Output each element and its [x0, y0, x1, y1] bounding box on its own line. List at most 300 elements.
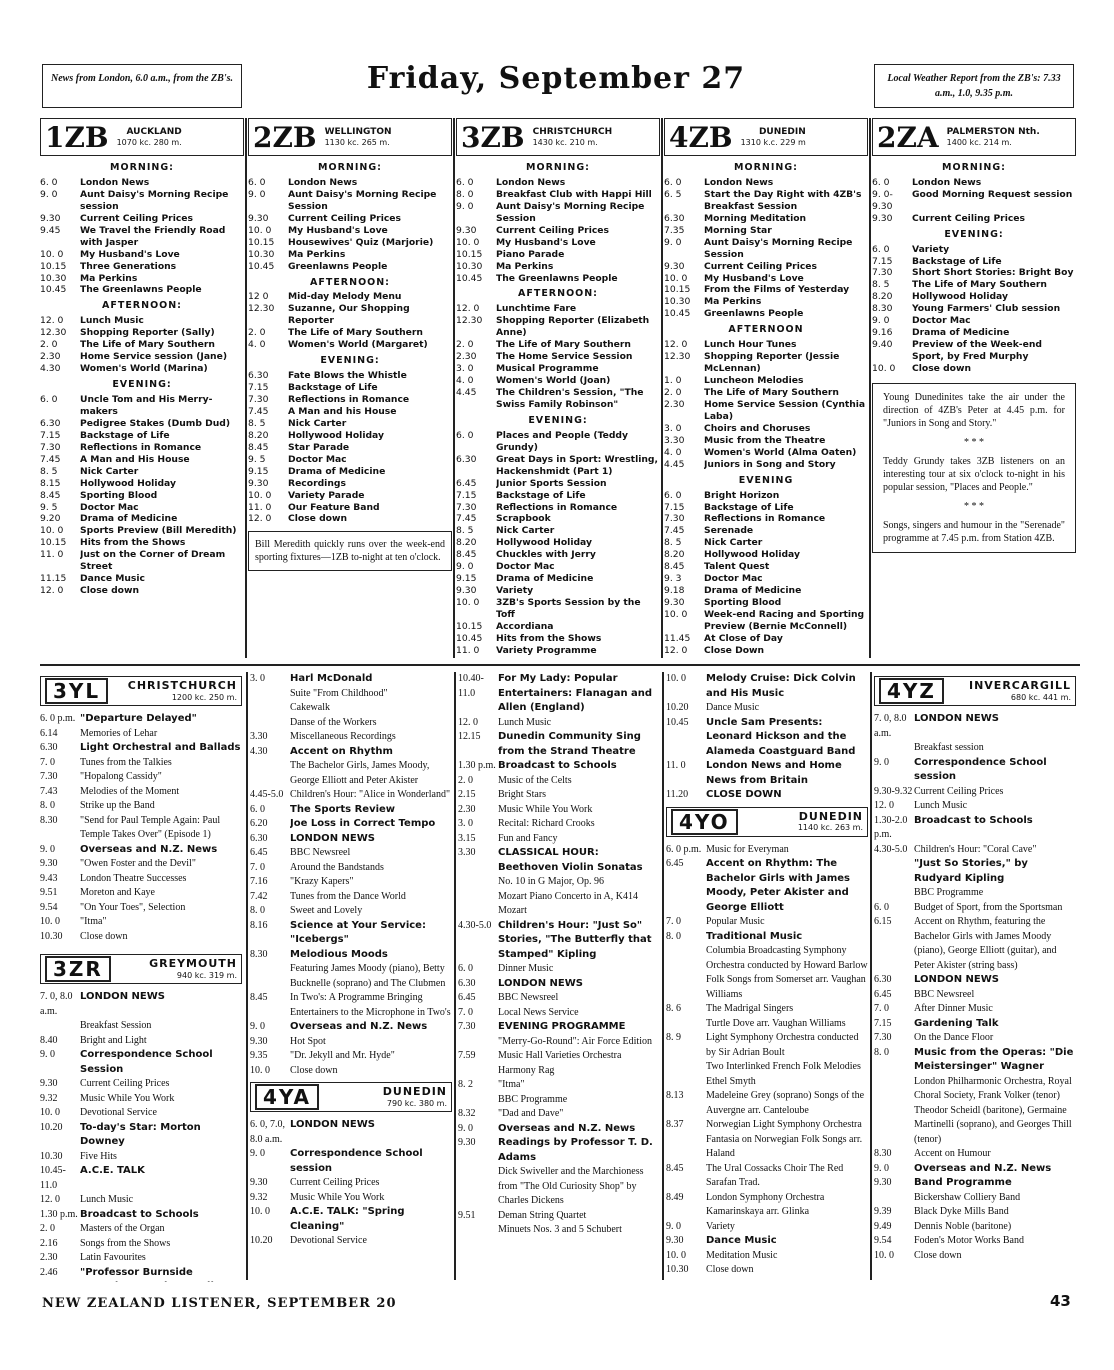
station-call-sign: 4YA: [255, 1084, 319, 1110]
program-title: Musical Programme: [496, 363, 599, 375]
program-time: 8.40: [40, 1034, 58, 1046]
zb-column-3zb: [456, 118, 660, 658]
column-rule: [870, 672, 872, 1280]
program-row: [458, 1107, 660, 1122]
program-time: 6. 0: [664, 176, 682, 188]
station-frequency: 1070 kc. 280 m.: [116, 137, 182, 147]
program-row: [458, 977, 660, 992]
zb-column-1zb: [40, 118, 244, 658]
program-title: "Hopalong Cassidy": [80, 771, 162, 782]
program-row: [250, 759, 452, 788]
program-title: Doctor Mac: [288, 453, 347, 465]
program-title: Doctor Mac: [80, 501, 139, 513]
program-row: [872, 327, 1076, 339]
program-time: 8.30: [874, 1148, 892, 1159]
program-row: [666, 1162, 868, 1191]
station-frequency: 790 kc. 380 m.: [386, 1098, 447, 1108]
program-time: 2. 0: [40, 1223, 55, 1234]
program-title: Lunchtime Fare: [496, 303, 577, 315]
program-time: 6.30: [874, 974, 892, 985]
program-row: [250, 672, 452, 687]
program-time: 1. 0: [664, 375, 682, 387]
program-time: 12. 0: [456, 303, 480, 315]
program-title: Close down: [706, 1264, 754, 1275]
program-row: [40, 502, 244, 514]
station-call-sign: 3ZR: [45, 956, 111, 982]
program-row: [40, 990, 242, 1019]
program-title: Current Ceiling Prices: [496, 224, 610, 236]
program-time: 9.45: [40, 224, 61, 236]
program-time: 4.30-5.0: [874, 843, 908, 855]
program-title: Moreton and Kaye: [80, 887, 155, 898]
program-title: Sporting Blood: [80, 489, 158, 501]
program-title: Reflections in Romance: [80, 441, 202, 453]
program-title: Hits from the Shows: [80, 537, 186, 549]
station-frequency: 1310 k.c. 229 m: [740, 137, 806, 147]
program-time: 3. 0: [458, 818, 473, 829]
program-row: [666, 1089, 868, 1118]
program-time: 9.54: [874, 1235, 892, 1246]
program-time: 10. 0: [40, 916, 60, 927]
program-title: Overseas and N.Z. News: [290, 1021, 428, 1032]
lower-column-2: [250, 672, 452, 1282]
program-time: [666, 1205, 706, 1220]
program-title: Suzanne, Our Shopping Reporter: [288, 303, 410, 327]
column-rule: [245, 118, 247, 658]
program-row: [666, 1263, 868, 1278]
program-row: [872, 339, 1076, 363]
program-row: [456, 177, 660, 189]
program-row: [248, 327, 452, 339]
program-title: A Man and His House: [80, 453, 190, 465]
station-banner: [666, 807, 868, 837]
program-time: [250, 962, 290, 991]
program-title: Music from the Operas: "Die Meistersinger" Wagner: [914, 1046, 1074, 1072]
station-city-block: [383, 1086, 447, 1108]
program-title: Local News Service: [498, 1006, 579, 1018]
program-row: [664, 225, 868, 237]
program-title: Uncle Sam Presents: Leonard Hickson and the Alameda Coastguard Band: [706, 716, 856, 757]
program-title: Close down: [290, 1064, 338, 1076]
program-title: Aunt Daisy's Morning Recipe Session: [704, 236, 853, 260]
program-time: 3.30: [250, 731, 268, 742]
program-time: 7.45: [248, 405, 269, 417]
program-time: 6.30: [40, 417, 61, 429]
program-row: [458, 962, 660, 977]
program-row: [40, 442, 244, 454]
program-title: Harl McDonald: [290, 673, 373, 684]
program-time: 7.15: [874, 1017, 892, 1029]
program-title: Aunt Daisy's Morning Recipe session: [80, 188, 229, 212]
program-title: Recordings: [288, 477, 346, 489]
program-row: [40, 513, 244, 525]
program-title: 3ZB's Sports Session by the Toff: [496, 597, 641, 621]
program-title: The Life of Mary Southern: [912, 279, 1047, 291]
program-row: [874, 857, 1076, 886]
program-time: 12.15: [458, 731, 481, 742]
program-title: Serenade: [704, 525, 754, 537]
program-time: 8. 0: [250, 905, 265, 916]
program-title: "Owen Foster and the Devil": [80, 858, 196, 869]
station-frequency: 1400 kc. 214 m.: [946, 137, 1012, 147]
program-title: Nick Carter: [288, 417, 347, 429]
program-title: Shopping Reporter (Jessie McLennan): [704, 351, 840, 375]
program-title: BBC Programme: [914, 887, 984, 898]
station-call-sign: 2ZB: [253, 120, 317, 154]
program-row: [40, 741, 242, 756]
zb-column-4zb: [664, 118, 868, 658]
station-header: [664, 118, 868, 156]
program-time: 9.20: [40, 513, 61, 525]
station-frequency: 1130 kc. 265 m.: [324, 137, 390, 147]
program-time: 10.15: [248, 236, 275, 248]
program-title: Featuring James Moody (piano), Betty Bucknelle (soprano) and The Clubmen: [290, 963, 446, 989]
program-time: [250, 759, 290, 788]
program-title: Music for Everyman: [706, 843, 789, 855]
program-time: 9.49: [874, 1220, 892, 1232]
program-title: The Ural Cossacks Choir The Red Sarafan Trad.: [706, 1162, 844, 1188]
program-row: [40, 1092, 242, 1107]
program-title: Fun and Fancy: [498, 832, 558, 844]
program-row: [250, 1205, 452, 1234]
program-title: Melodious Moods: [290, 948, 388, 960]
program-time: 7.35: [664, 224, 685, 236]
program-title: Close down: [914, 1249, 962, 1261]
program-title: BBC Newsreel: [914, 988, 975, 1000]
program-time: 9.30: [456, 224, 477, 236]
program-row: [40, 478, 244, 490]
program-time: 10. 0: [664, 272, 688, 284]
program-row: [872, 303, 1076, 315]
program-time: 10.30: [40, 272, 67, 284]
program-row: [40, 1193, 242, 1208]
program-row: [664, 573, 868, 585]
program-row: [458, 817, 660, 832]
program-time: 4.45: [456, 387, 477, 398]
program-title: Accent on Rhythm: The Bachelor Girls with James Moody, Peter Akister and George Elliott: [706, 858, 851, 913]
program-time: 7.15: [872, 255, 893, 267]
program-time: [458, 875, 498, 890]
program-title: LONDON NEWS: [914, 713, 999, 724]
program-row: [872, 279, 1076, 291]
note-paragraph: * * *: [964, 501, 984, 513]
program-row: [250, 687, 452, 702]
program-row: [874, 988, 1076, 1003]
program-row: [40, 284, 244, 296]
program-row: [456, 490, 660, 502]
program-row: [666, 672, 868, 701]
program-time: [874, 1104, 914, 1148]
program-title: Minuets Nos. 3 and 5 Schubert: [498, 1224, 622, 1235]
program-time: 2.30: [40, 351, 61, 363]
program-row: [248, 382, 452, 394]
program-row: [40, 1077, 242, 1092]
program-row: [250, 716, 452, 731]
program-time: [458, 890, 498, 919]
program-row: [456, 261, 660, 273]
program-time: 3. 0: [250, 673, 265, 684]
program-row: [250, 1147, 452, 1176]
program-title: Star Parade: [288, 441, 350, 453]
program-row: [248, 339, 452, 351]
program-title: Recital: Richard Crooks: [498, 818, 595, 829]
program-time: 4. 0: [664, 446, 682, 458]
program-row: [248, 430, 452, 442]
program-time: 10.30: [666, 1264, 689, 1275]
program-time: 8.49: [666, 1191, 684, 1203]
program-title: Aunt Daisy's Morning Recipe Session: [496, 200, 645, 224]
program-time: 7.43: [40, 785, 58, 797]
program-row: [248, 370, 452, 382]
program-row: [874, 741, 1076, 756]
program-time: 10. 0: [872, 363, 896, 375]
section-heading: AFTERNOON:: [310, 276, 390, 288]
program-time: 12. 0: [458, 716, 478, 728]
program-row: [40, 315, 244, 327]
program-time: 9.15: [456, 573, 477, 585]
program-title: From the Films of Yesterday: [704, 284, 850, 296]
program-row: [664, 502, 868, 514]
program-title: Drama of Medicine: [704, 585, 802, 597]
program-row: [40, 273, 244, 285]
program-time: [666, 1133, 706, 1162]
program-title: A.C.E. TALK: [80, 1165, 145, 1176]
program-title: Lunch Music: [498, 716, 552, 728]
program-row: [40, 872, 242, 887]
program-time: 6. 0 p.m.: [666, 843, 702, 855]
program-title: Deman String Quartet: [498, 1209, 587, 1221]
program-row: [458, 1165, 660, 1209]
program-time: 10.20: [40, 1121, 63, 1133]
program-row: [664, 387, 868, 399]
program-time: 10.15: [456, 248, 483, 260]
program-row: [874, 1191, 1076, 1206]
program-time: 10.30: [664, 296, 691, 308]
program-row: [456, 633, 660, 645]
program-title: Nick Carter: [704, 537, 763, 549]
program-time: 9. 0: [664, 236, 682, 248]
program-row: [250, 730, 452, 745]
program-time: 8. 5: [456, 525, 474, 537]
station-city-block: [117, 127, 182, 147]
program-title: The Madrigal Singers: [706, 1003, 794, 1014]
program-time: 9.30: [664, 260, 685, 272]
program-title: Accordiana: [496, 621, 554, 633]
program-time: 8.30: [250, 948, 268, 960]
program-time: [458, 1165, 498, 1209]
program-time: 9. 0-9.30: [872, 188, 893, 212]
section-heading: EVENING:: [528, 414, 588, 426]
program-time: 10.45: [40, 284, 67, 296]
program-row: [874, 756, 1076, 785]
program-row: [874, 1249, 1076, 1264]
program-time: 6. 0, 7.0, 8.0 a.m.: [250, 1119, 285, 1145]
program-title: Drama of Medicine: [912, 327, 1010, 339]
program-title: LONDON NEWS: [290, 832, 375, 844]
station-city-block: [741, 127, 806, 147]
program-title: Variety: [706, 1220, 735, 1232]
program-row: [248, 261, 452, 273]
program-time: 6.30: [456, 453, 477, 465]
program-title: London News: [288, 176, 358, 188]
section-heading: AFTERNOON:: [102, 300, 182, 312]
program-time: 8.45: [248, 441, 269, 453]
program-row: [458, 1049, 660, 1064]
program-title: Kamarinskaya arr. Glinka: [706, 1206, 810, 1217]
program-title: Breakfast session: [914, 742, 984, 753]
program-row: [458, 1020, 660, 1035]
program-time: 8.45: [456, 549, 477, 561]
program-row: [874, 886, 1076, 901]
program-title: Turtle Dove arr. Vaughan Williams: [706, 1017, 846, 1029]
program-title: Chuckles with Jerry: [496, 549, 596, 561]
program-row: [664, 399, 868, 423]
program-row: [456, 597, 660, 621]
program-row: [664, 375, 868, 387]
program-row: [872, 244, 1076, 256]
program-row: [456, 513, 660, 525]
program-time: 7.59: [458, 1050, 476, 1061]
section-heading: AFTERNOON: [728, 324, 804, 336]
program-row: [456, 585, 660, 597]
station-city: CHRISTCHURCH: [127, 679, 237, 693]
program-time: 4.30-5.0: [458, 919, 492, 931]
program-time: 6.30: [40, 742, 58, 753]
program-title: Reflections in Romance: [288, 393, 410, 405]
program-row: [458, 1209, 660, 1224]
program-row: [40, 1251, 242, 1266]
program-title: Doctor Mac: [496, 561, 555, 573]
program-title: Doctor Mac: [704, 573, 763, 585]
program-time: 7. 0, 8.0 a.m.: [874, 713, 907, 739]
program-time: 12. 0: [664, 644, 688, 656]
program-time: 11. 0: [40, 549, 64, 561]
program-title: At Close of Day: [704, 632, 783, 644]
program-time: 9.35: [250, 1050, 268, 1061]
program-title: My Husband's Love: [288, 224, 388, 236]
program-row: [458, 832, 660, 847]
program-title: Traditional Music: [706, 930, 803, 942]
program-title: Lunch Hour Tunes: [704, 339, 797, 351]
program-row: [248, 177, 452, 189]
program-time: 10. 0: [666, 673, 686, 684]
program-time: 4.30: [40, 363, 61, 375]
program-title: Two Interlinked French Folk Melodies Ethel Smyth: [706, 1061, 861, 1087]
program-time: 1.30 p.m.: [40, 1208, 78, 1220]
program-title: London Theatre Successes: [80, 872, 187, 884]
program-time: 8. 5: [40, 465, 58, 477]
program-time: 12.30: [456, 315, 483, 327]
program-time: 10.45-11.0: [40, 1165, 66, 1191]
program-time: 6. 0: [664, 489, 682, 501]
program-row: [666, 857, 868, 915]
program-row: [664, 561, 868, 573]
program-time: 8.37: [666, 1119, 684, 1130]
program-title: London Symphony Orchestra: [706, 1191, 825, 1203]
program-title: Sports Preview (Bill Meredith): [80, 525, 237, 537]
program-title: Breakfast Club with Happi Hill: [496, 188, 652, 200]
program-title: LONDON NEWS: [80, 991, 165, 1002]
program-time: 7. 0: [874, 1003, 889, 1014]
program-time: 9.51: [40, 887, 58, 898]
program-row: [248, 237, 452, 249]
program-row: [458, 890, 660, 919]
program-time: 6. 5: [664, 188, 682, 200]
program-row: [458, 788, 660, 803]
program-title: "Dad and Dave": [498, 1108, 564, 1119]
program-title: Luncheon Melodies: [704, 375, 804, 387]
program-title: Tunes from the Dance World: [290, 890, 406, 902]
program-row: [874, 785, 1076, 800]
program-title: Choirs and Choruses: [704, 422, 811, 434]
program-row: [40, 727, 242, 742]
program-time: 12. 0: [40, 1194, 60, 1205]
program-row: [40, 814, 242, 843]
program-time: 4.30: [250, 745, 268, 757]
program-title: Variety Programme: [496, 644, 597, 656]
program-row: [458, 1064, 660, 1079]
program-row: [666, 1205, 868, 1220]
program-time: 4. 0: [456, 375, 474, 387]
program-row: [666, 1191, 868, 1206]
program-row: [664, 423, 868, 435]
program-row: [664, 339, 868, 351]
program-time: 3.15: [458, 832, 476, 844]
program-time: 10.15: [664, 284, 691, 296]
program-title: Women's World (Marina): [80, 363, 208, 375]
program-row: [664, 447, 868, 459]
program-time: 10.15: [40, 260, 67, 272]
program-row: [458, 1006, 660, 1021]
program-time: 10. 0: [248, 489, 272, 501]
section-heading: MORNING:: [526, 162, 590, 173]
program-row: [872, 256, 1076, 268]
program-row: [40, 712, 242, 727]
program-title: Children's Hour: "Just So" Stories, "The Butterfly that Stamped" Kipling: [498, 919, 652, 960]
program-time: 10.45: [248, 260, 275, 272]
program-title: "Merry-Go-Round": Air Force Edition: [498, 1035, 652, 1047]
station-call-sign: 4YZ: [879, 678, 944, 704]
program-title: Drama of Medicine: [80, 513, 178, 525]
program-time: 8. 0: [40, 800, 55, 811]
program-row: [40, 537, 244, 549]
program-time: 6.15: [874, 916, 892, 927]
program-row: [40, 213, 244, 225]
program-row: [456, 525, 660, 537]
program-title: Lunch Music: [914, 800, 968, 811]
program-time: 9.16: [872, 327, 893, 339]
zb-column-2zb: [248, 118, 452, 658]
program-row: [664, 296, 868, 308]
program-time: 11. 0: [248, 501, 272, 513]
lower-column-1: [40, 672, 242, 1282]
program-row: [248, 291, 452, 303]
program-time: 9.30: [40, 212, 61, 224]
program-title: "Itma": [498, 1079, 525, 1090]
program-title: In Two's: A Programme Bringing Entertainers to the Microphone in Two's: [290, 992, 451, 1018]
program-time: 10.30: [40, 1150, 63, 1162]
program-time: 12. 0: [40, 585, 64, 597]
program-time: 8.45: [250, 992, 268, 1003]
program-row: [250, 991, 452, 1020]
program-row: [40, 1121, 242, 1150]
program-title: Bright Stars: [498, 789, 547, 800]
program-title: Ma Perkins: [704, 296, 762, 308]
program-row: [666, 930, 868, 945]
program-row: [458, 716, 660, 731]
program-row: [248, 454, 452, 466]
program-time: 3.30: [458, 847, 476, 858]
